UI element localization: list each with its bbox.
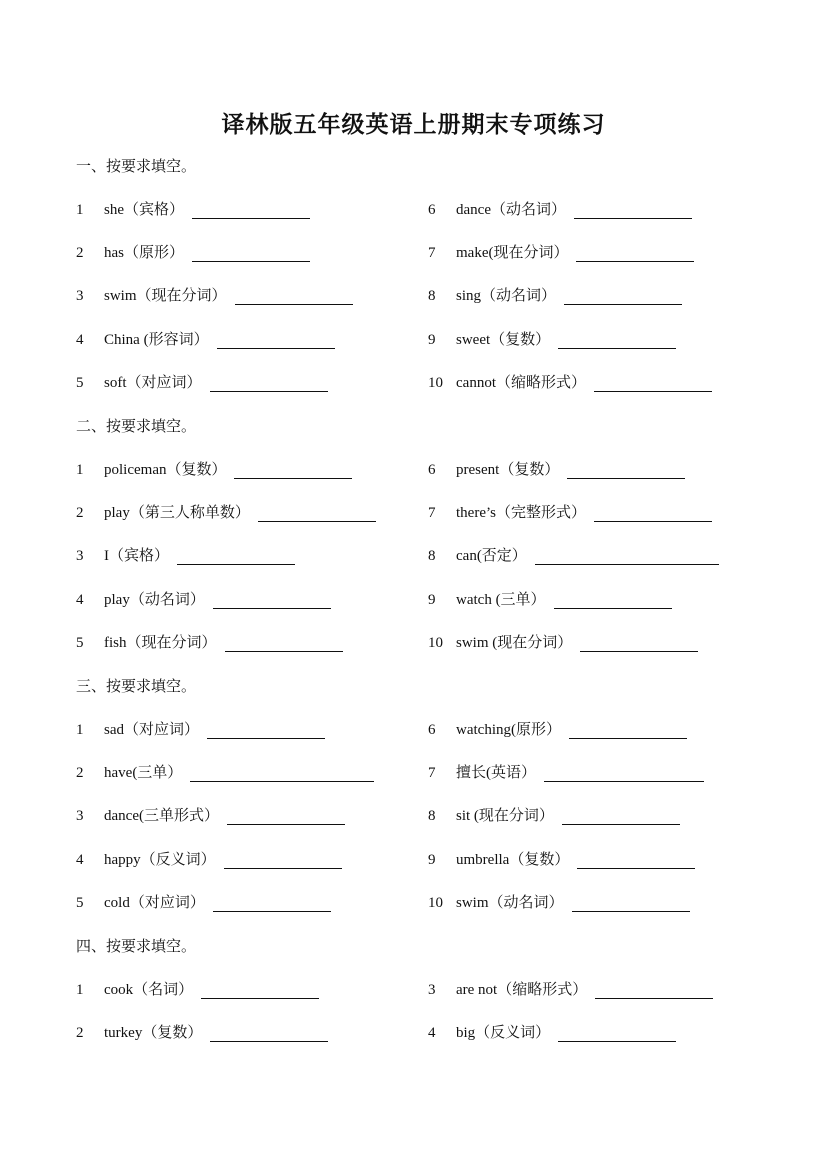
item-number: 10 xyxy=(428,375,443,391)
item-prompt: swim (现在分词） xyxy=(456,635,573,651)
exercise-item xyxy=(428,632,698,652)
item-number: 1 xyxy=(76,982,84,998)
exercise-item xyxy=(76,1022,328,1042)
item-number: 5 xyxy=(76,895,84,911)
answer-blank[interactable] xyxy=(564,290,682,305)
answer-blank[interactable] xyxy=(558,1027,676,1042)
exercise-item xyxy=(428,979,713,999)
answer-blank[interactable] xyxy=(207,724,325,739)
exercise-item xyxy=(428,849,695,869)
item-prompt: dance（动名词） xyxy=(456,202,566,218)
exercise-item xyxy=(76,892,331,912)
exercise-item xyxy=(428,1022,676,1042)
answer-blank[interactable] xyxy=(594,377,712,392)
item-prompt: are not（缩略形式） xyxy=(456,982,588,998)
answer-blank[interactable] xyxy=(576,247,694,262)
exercise-item xyxy=(428,589,672,609)
item-prompt: fish（现在分词） xyxy=(104,635,217,651)
exercise-item xyxy=(428,372,712,392)
exercise-item xyxy=(76,849,342,869)
answer-blank[interactable] xyxy=(594,507,712,522)
answer-blank[interactable] xyxy=(190,767,374,782)
item-prompt: sad（对应词） xyxy=(104,722,199,738)
item-number: 5 xyxy=(76,635,84,651)
answer-blank[interactable] xyxy=(595,984,713,999)
exercise-item xyxy=(76,459,352,479)
item-prompt: sweet（复数） xyxy=(456,332,551,348)
answer-blank[interactable] xyxy=(258,507,376,522)
item-number: 10 xyxy=(428,635,443,651)
exercise-item xyxy=(428,762,704,782)
exercise-item xyxy=(428,459,685,479)
exercise-item xyxy=(76,589,331,609)
exercise-item xyxy=(428,199,692,219)
item-prompt: umbrella（复数） xyxy=(456,852,570,868)
item-number: 9 xyxy=(428,592,436,608)
answer-blank[interactable] xyxy=(535,550,719,565)
answer-blank[interactable] xyxy=(210,377,328,392)
answer-blank[interactable] xyxy=(577,854,695,869)
answer-blank[interactable] xyxy=(544,767,704,782)
answer-blank[interactable] xyxy=(217,334,335,349)
answer-blank[interactable] xyxy=(177,550,295,565)
item-number: 4 xyxy=(428,1025,436,1041)
item-number: 9 xyxy=(428,332,436,348)
item-number: 8 xyxy=(428,808,436,824)
exercise-item xyxy=(428,719,687,739)
item-number: 6 xyxy=(428,722,436,738)
answer-blank[interactable] xyxy=(562,810,680,825)
exercise-item xyxy=(428,329,676,349)
answer-blank[interactable] xyxy=(572,897,690,912)
exercise-item xyxy=(76,805,345,825)
page-title: 译林版五年级英语上册期末专项练习 xyxy=(221,112,606,138)
item-prompt: 擅长(英语） xyxy=(456,765,536,781)
exercise-item xyxy=(76,285,353,305)
item-prompt: policeman（复数） xyxy=(104,462,227,478)
item-number: 5 xyxy=(76,375,84,391)
item-number: 2 xyxy=(76,505,84,521)
item-prompt: make(现在分词） xyxy=(456,245,569,261)
item-number: 4 xyxy=(76,592,84,608)
item-prompt: play（动名词） xyxy=(104,592,205,608)
answer-blank[interactable] xyxy=(225,637,343,652)
answer-blank[interactable] xyxy=(224,854,342,869)
item-prompt: watch (三单） xyxy=(456,592,546,608)
answer-blank[interactable] xyxy=(192,247,310,262)
exercise-item xyxy=(428,285,682,305)
exercise-item xyxy=(428,242,694,262)
item-number: 10 xyxy=(428,895,443,911)
item-prompt: cook（名词） xyxy=(104,982,194,998)
exercise-item xyxy=(76,199,310,219)
exercise-item xyxy=(76,545,295,565)
item-number: 1 xyxy=(76,722,84,738)
answer-blank[interactable] xyxy=(201,984,319,999)
exercise-item xyxy=(428,805,680,825)
item-prompt: I（宾格） xyxy=(104,548,169,564)
exercise-item xyxy=(428,502,712,522)
item-prompt: watching(原形） xyxy=(456,722,561,738)
item-prompt: sit (现在分词） xyxy=(456,808,554,824)
item-number: 4 xyxy=(76,852,84,868)
item-number: 3 xyxy=(428,982,436,998)
exercise-item xyxy=(76,632,343,652)
exercise-item xyxy=(76,242,310,262)
exercise-item xyxy=(76,372,328,392)
item-prompt: China (形容词） xyxy=(104,332,209,348)
answer-blank[interactable] xyxy=(192,204,310,219)
exercise-item xyxy=(76,502,376,522)
item-prompt: sing（动名词） xyxy=(456,288,557,304)
item-number: 1 xyxy=(76,462,84,478)
item-prompt: can(否定） xyxy=(456,548,527,564)
item-number: 8 xyxy=(428,548,436,564)
item-prompt: swim（动名词） xyxy=(456,895,564,911)
item-prompt: cold（对应词） xyxy=(104,895,205,911)
item-prompt: she（宾格） xyxy=(104,202,184,218)
item-prompt: present（复数） xyxy=(456,462,560,478)
item-number: 8 xyxy=(428,288,436,304)
answer-blank[interactable] xyxy=(213,594,331,609)
answer-blank[interactable] xyxy=(210,1027,328,1042)
exercise-item xyxy=(76,979,319,999)
item-number: 7 xyxy=(428,765,436,781)
item-prompt: play（第三人称单数） xyxy=(104,505,250,521)
item-number: 3 xyxy=(76,548,84,564)
item-number: 6 xyxy=(428,462,436,478)
item-prompt: turkey（复数） xyxy=(104,1025,203,1041)
section-heading: 四、按要求填空。 xyxy=(76,937,197,955)
item-number: 7 xyxy=(428,245,436,261)
item-prompt: dance(三单形式） xyxy=(104,808,219,824)
item-prompt: swim（现在分词） xyxy=(104,288,227,304)
exercise-item xyxy=(428,892,690,912)
answer-blank[interactable] xyxy=(235,290,353,305)
item-prompt: has（原形） xyxy=(104,245,184,261)
item-number: 3 xyxy=(76,808,84,824)
answer-blank[interactable] xyxy=(227,810,345,825)
answer-blank[interactable] xyxy=(567,464,685,479)
section-heading: 三、按要求填空。 xyxy=(76,677,197,695)
answer-blank[interactable] xyxy=(580,637,698,652)
item-prompt: happy（反义词） xyxy=(104,852,216,868)
item-number: 6 xyxy=(428,202,436,218)
item-prompt: cannot（缩略形式） xyxy=(456,375,586,391)
item-number: 1 xyxy=(76,202,84,218)
item-number: 7 xyxy=(428,505,436,521)
answer-blank[interactable] xyxy=(574,204,692,219)
section-heading: 二、按要求填空。 xyxy=(76,417,197,435)
item-prompt: there’s（完整形式） xyxy=(456,505,586,521)
item-number: 3 xyxy=(76,288,84,304)
item-number: 2 xyxy=(76,245,84,261)
item-number: 9 xyxy=(428,852,436,868)
answer-blank[interactable] xyxy=(234,464,352,479)
item-prompt: big（反义词） xyxy=(456,1025,551,1041)
answer-blank[interactable] xyxy=(213,897,331,912)
section-heading: 一、按要求填空。 xyxy=(76,157,197,175)
answer-blank[interactable] xyxy=(569,724,687,739)
item-number: 2 xyxy=(76,1025,84,1041)
item-prompt: soft（对应词） xyxy=(104,375,202,391)
item-prompt: have(三单） xyxy=(104,765,183,781)
exercise-item xyxy=(76,719,325,739)
item-number: 4 xyxy=(76,332,84,348)
answer-blank[interactable] xyxy=(554,594,672,609)
exercise-item xyxy=(76,329,335,349)
item-number: 2 xyxy=(76,765,84,781)
answer-blank[interactable] xyxy=(558,334,676,349)
exercise-item xyxy=(428,545,719,565)
exercise-item xyxy=(76,762,374,782)
